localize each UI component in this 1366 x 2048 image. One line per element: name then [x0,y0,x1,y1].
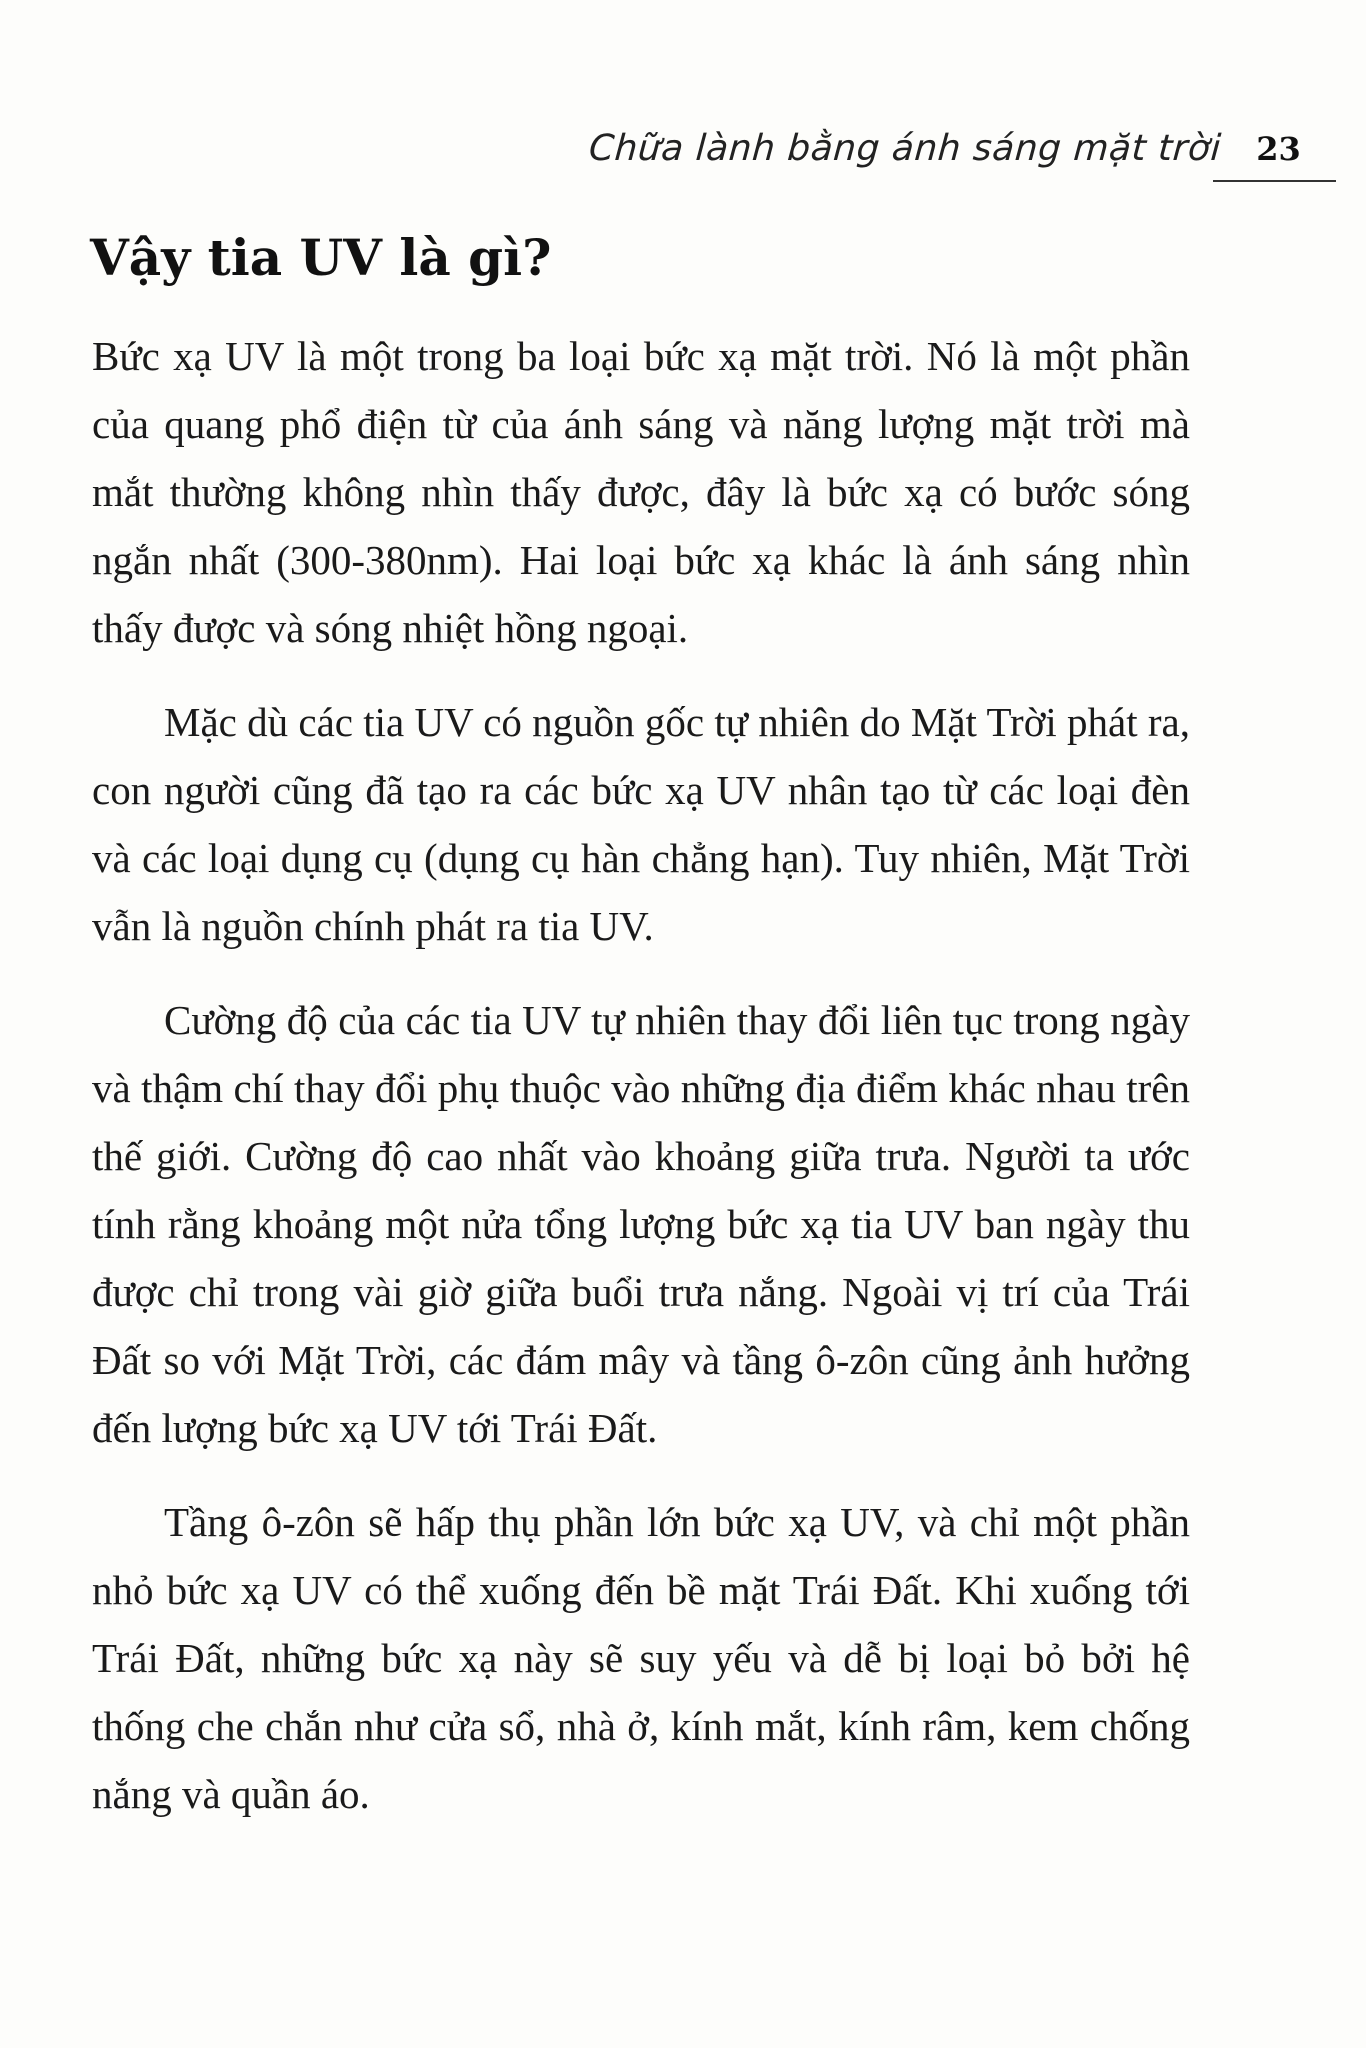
section-title: Vậy tia UV là gì? [90,228,552,287]
paragraph-4: Tầng ô-zôn sẽ hấp thụ phần lớn bức xạ UV, và chỉ một phần nhỏ bức xạ UV có thể xuống đến bề mặt Trái Đất. Khi xuống tới Trái Đất, những bức xạ này sẽ suy yếu và dễ bị loại bỏ bởi hệ thống che chắn như cửa sổ, nhà ở, kính mắt, kính râm, kem chống nắng và quần áo. [92,1499,1190,1817]
page-number: 23 [1256,130,1301,168]
running-header: Chữa lành bằng ánh sáng mặt trời [587,128,1223,169]
body-text [92,322,1190,1854]
paragraph-2: Mặc dù các tia UV có nguồn gốc tự nhiên do Mặt Trời phát ra, con người cũng đã tạo ra các bức xạ UV nhân tạo từ các loại đèn và các loại dụng cụ (dụng cụ hàn chẳng hạn). Tuy nhiên, Mặt Trời vẫn là nguồn chính phát ra tia UV. [92,699,1190,949]
page-number-box [1231,130,1326,176]
header-rule [1213,180,1336,182]
paragraph-1: Bức xạ UV là một trong ba loại bức xạ mặt trời. Nó là một phần của quang phổ điện từ của ánh sáng và năng lượng mặt trời mà mắt thường không nhìn thấy được, đây là bức xạ có bước sóng ngắn nhất (300-380nm). Hai loại bức xạ khác là ánh sáng nhìn thấy được và sóng nhiệt hồng ngoại. [92,333,1190,651]
paragraph-3: Cường độ của các tia UV tự nhiên thay đổi liên tục trong ngày và thậm chí thay đổi phụ thuộc vào những địa điểm khác nhau trên thế giới. Cường độ cao nhất vào khoảng giữa trưa. Người ta ước tính rằng khoảng một nửa tổng lượng bức xạ tia UV ban ngày thu được chỉ trong vài giờ giữa buổi trưa nắng. Ngoài vị trí của Trái Đất so với Mặt Trời, các đám mây và tầng ô-zôn cũng ảnh hưởng đến lượng bức xạ UV tới Trái Đất. [92,997,1190,1451]
